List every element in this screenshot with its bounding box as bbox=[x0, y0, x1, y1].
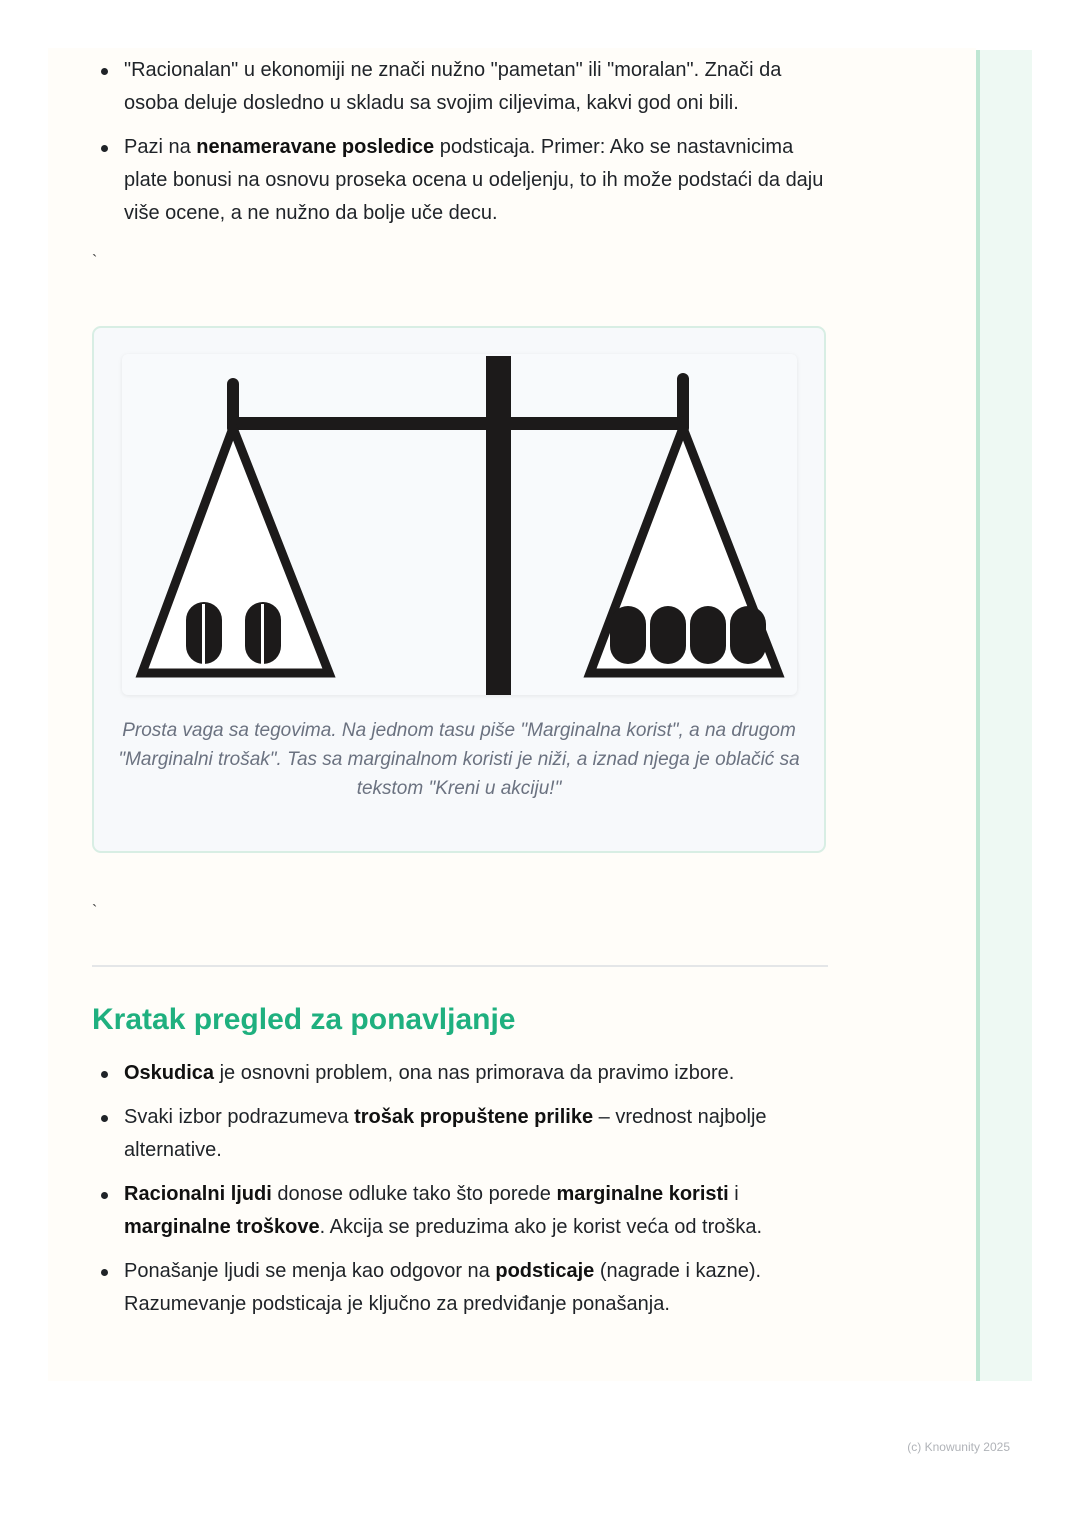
bold-term: marginalne troškove bbox=[124, 1216, 320, 1238]
summary-section bbox=[92, 1057, 832, 1332]
balance-scale-image bbox=[122, 354, 797, 695]
list-item bbox=[124, 54, 828, 120]
text-run: – vrednost najbolje alternative. bbox=[124, 1106, 767, 1161]
stray-backtick: ` bbox=[92, 903, 98, 920]
list-item bbox=[124, 1178, 832, 1244]
side-rail bbox=[976, 50, 1032, 1381]
list-item bbox=[124, 1255, 832, 1321]
list-item bbox=[124, 131, 828, 230]
bold-term: nenameravane posledice bbox=[196, 136, 435, 158]
text-run: Ponašanje ljudi se menja kao odgovor na bbox=[124, 1260, 496, 1282]
text-run: donose odluke tako što porede bbox=[271, 1183, 557, 1205]
text-run: "Racionalan" u ekonomiji ne znači nužno "pametan" ili "moralan". Znači da osoba deluje dosledno u skladu sa svojim ciljevima, kakvi god oni bili. bbox=[124, 59, 782, 114]
list-item bbox=[124, 1101, 832, 1167]
bold-term: podsticaje bbox=[495, 1260, 595, 1282]
text-run: (nagrade i kazne). Razumevanje podsticaja je ključno za predviđanje ponašanja. bbox=[124, 1260, 762, 1315]
summary-bullet-list bbox=[92, 1057, 832, 1321]
content-column bbox=[92, 48, 828, 272]
figure-caption: Prosta vaga sa tegovima. Na jednom tasu piše "Marginalna korist", a na drugom "Marginalni trošak". Tas sa marginalnom koristi je niži, a iznad njega je oblačić sa tekstom "Kreni u akciju!" bbox=[118, 720, 800, 799]
stray-backtick: ` bbox=[92, 253, 98, 270]
bold-term: marginalne koristi bbox=[556, 1183, 729, 1205]
section-divider bbox=[92, 965, 828, 967]
footer-copyright: (c) Knowunity 2025 bbox=[907, 1440, 1010, 1454]
top-bullet-list bbox=[92, 54, 828, 230]
text-run: . Akcija se preduzima ako je korist veća od troška. bbox=[319, 1216, 763, 1238]
text-run: Pazi na bbox=[124, 136, 197, 158]
text-run: Svaki izbor podrazumeva bbox=[124, 1106, 355, 1128]
bold-term: trošak propuštene prilike bbox=[354, 1106, 594, 1128]
bold-term: Oskudica bbox=[124, 1062, 215, 1084]
text-run: je osnovni problem, ona nas primorava da pravimo izbore. bbox=[214, 1062, 735, 1084]
list-item bbox=[124, 1057, 832, 1090]
text-run: i bbox=[728, 1183, 739, 1205]
bold-term: Racionalni ljudi bbox=[124, 1183, 272, 1205]
section-title: Kratak pregled za ponavljanje bbox=[92, 1003, 516, 1036]
text-run: podsticaja. Primer: Ako se nastavnicima plate bonusi na osnovu proseka ocena u odeljenju, to ih može podstaći da daju više ocene, a ne nužno da bolje uče decu. bbox=[124, 136, 824, 224]
figure-box bbox=[92, 326, 826, 853]
balance-scale-icon bbox=[122, 354, 797, 695]
